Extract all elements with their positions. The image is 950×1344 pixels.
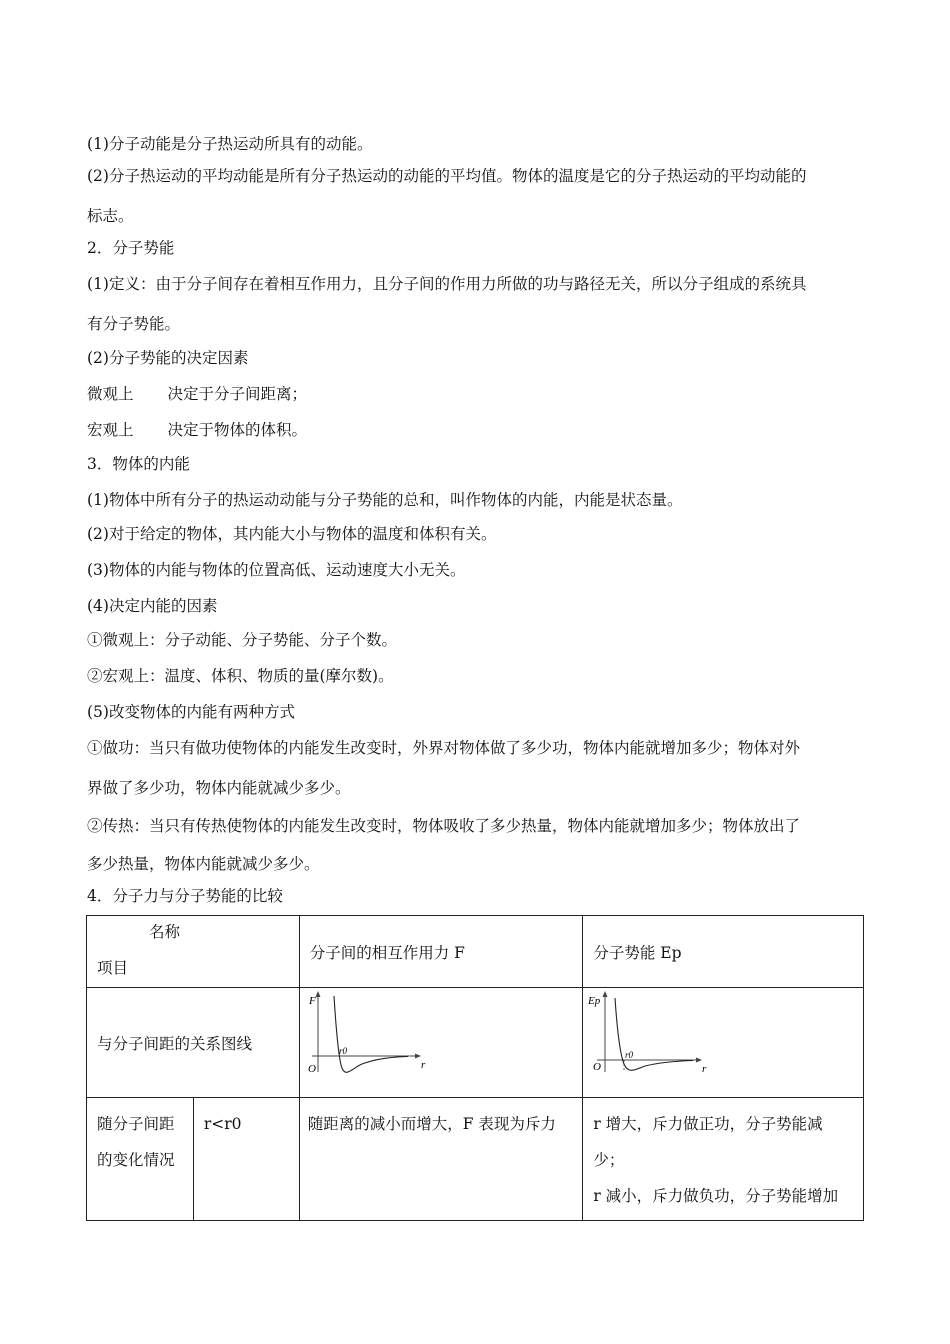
force-change-text: 随距离的减小而增大，F 表现为斥力: [307, 1115, 556, 1133]
paragraph: (1)物体中所有分子的热运动动能与分子势能的总和，叫作物体的内能，内能是状态量。: [87, 491, 683, 509]
paragraph: (2)分子势能的决定因素: [87, 349, 249, 367]
row-label-graph: 与分子间距的关系图线: [97, 1034, 253, 1053]
energy-curve-graph: [583, 988, 713, 1088]
paragraph: ②传热：当只有传热使物体的内能发生改变时，物体吸收了多少热量，物体内能就增加多少；物体放出了: [87, 817, 801, 835]
micro-label: 微观上: [87, 385, 134, 403]
paragraph: (3)物体的内能与物体的位置高低、运动速度大小无关。: [87, 561, 466, 579]
energy-change-text-2: r 减小，斥力做负功，分子势能增加: [593, 1187, 839, 1205]
energy-change-text: r 增大，斥力做正功，分子势能减少；: [593, 1115, 823, 1169]
force-y-label: F: [308, 995, 316, 1007]
energy-r0-label: r0: [625, 1050, 634, 1060]
macro-text: 决定于物体的体积。: [167, 421, 308, 439]
energy-x-label: r: [702, 1063, 707, 1075]
header-name: 名称: [149, 923, 181, 941]
x-axis-arrow: [415, 1054, 421, 1059]
micro-text: 决定于分子间距离；: [167, 385, 308, 403]
header-force: 分子间的相互作用力 F: [309, 943, 465, 962]
paragraph: (4)决定内能的因素: [87, 597, 218, 615]
force-curve: [334, 996, 408, 1072]
force-origin-label: O: [307, 1063, 316, 1075]
force-curve-graph: [300, 988, 430, 1088]
y-axis-arrow: [603, 991, 608, 997]
comparison-table: [86, 915, 864, 1221]
macro-row: [87, 420, 307, 440]
table-row: [87, 988, 864, 1098]
header-diagonal-cell: [87, 916, 300, 988]
section-heading: 3．物体的内能: [87, 455, 190, 473]
paragraph: 有分子势能。: [87, 315, 181, 333]
header-item: 项目: [97, 959, 129, 977]
paragraph: (2)对于给定的物体，其内能大小与物体的温度和体积有关。: [87, 525, 497, 543]
y-axis-arrow: [315, 991, 320, 997]
macro-label: 宏观上: [87, 421, 134, 439]
row-label-change: 随分子间距的变化情况: [97, 1115, 175, 1169]
paragraph: ②宏观上：温度、体积、物质的量(摩尔数)。: [87, 667, 394, 685]
micro-row: [87, 384, 307, 404]
section-heading: 4．分子力与分子势能的比较: [87, 887, 283, 905]
table-row: [87, 1098, 864, 1221]
energy-graph-cell: [583, 988, 864, 1098]
header-energy: 分子势能 Ep: [593, 943, 682, 962]
energy-origin-label: O: [593, 1061, 602, 1073]
paragraph: (1)定义：由于分子间存在着相互作用力，且分子间的作用力所做的功与路径无关，所以分子组成的系统具: [87, 275, 807, 293]
paragraph: 多少热量，物体内能就减少多少。: [87, 855, 320, 873]
force-graph-cell: [299, 988, 583, 1098]
paragraph: (2)分子热运动的平均动能是所有分子热运动的动能的平均值。物体的温度是它的分子热运动的平均动能的: [87, 167, 807, 185]
paragraph: 界做了多少功，物体内能就减少多少。: [87, 779, 351, 797]
paragraph: (5)改变物体的内能有两种方式: [87, 703, 295, 721]
force-r0-label: r0: [338, 1046, 347, 1056]
x-axis-arrow: [696, 1058, 702, 1063]
section-heading: 2．分子势能: [87, 239, 175, 257]
row-sub-condition: r<r0: [203, 1115, 242, 1133]
paragraph: (1)分子动能是分子热运动所具有的动能。: [87, 135, 373, 153]
paragraph: 标志。: [87, 207, 134, 225]
table-header-row: [87, 916, 864, 988]
energy-y-label: Ep: [588, 995, 601, 1007]
paragraph: ①微观上：分子动能、分子势能、分子个数。: [87, 631, 398, 649]
force-x-label: r: [420, 1059, 425, 1071]
paragraph: ①做功：当只有做功使物体的内能发生改变时，外界对物体做了多少功，物体内能就增加多少；物体对外: [87, 739, 801, 757]
